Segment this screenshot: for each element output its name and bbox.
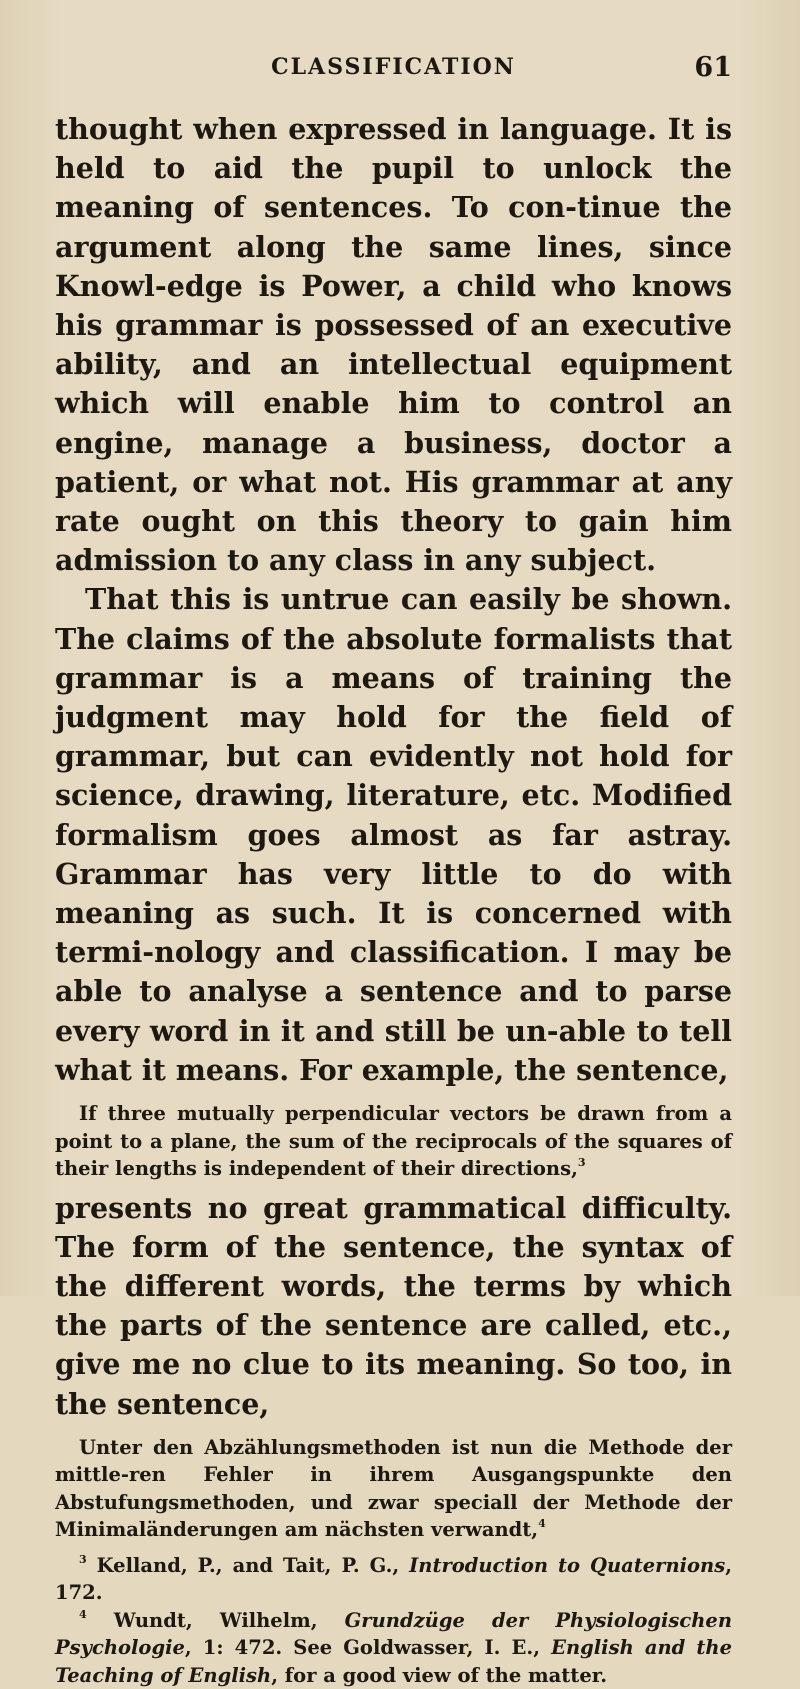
footnote-marker: 3 <box>79 1552 87 1566</box>
quote-text <box>55 1434 732 1544</box>
footnote-ref-3[interactable]: 3 <box>577 1156 586 1170</box>
block-quote-german <box>55 1434 732 1544</box>
footnote-text: Kelland, P., and Tait, P. G., <box>96 1553 410 1577</box>
running-header <box>55 50 732 90</box>
quote-text <box>55 1100 732 1183</box>
footnote-title: Grundzüge der Physiologischen Psychologie <box>55 1608 733 1660</box>
footnote-4 <box>55 1607 732 1689</box>
paragraph-continued: thought when expressed in language. It is held to aid the pupil to unlock the meaning of sentences. To con-tinue the argument along the same lines, since Knowl-edge is Power, a child who knows his grammar is possessed of an executive ability, and an intellectual equipment which will enable him to control an engine, manage a business, doctor a patient, or what not. His grammar at any rate ought on this theory to gain him admission to any class in any subject. <box>55 112 732 578</box>
footnote-text: Wundt, Wilhelm, <box>113 1608 345 1632</box>
footnote-text: , 1: 472. See Goldwasser, I. E., <box>184 1636 552 1660</box>
footnotes <box>55 1552 732 1689</box>
paragraph-untrue: That this is untrue can easily be shown. The claims of the absolute formalists that grammar is a means of training the judgment may hold for the field of grammar, but can evidently not hold for science, drawing, literature, etc. Modified formalism goes almost as far astray. Grammar has very little to do with meaning as such. It is concerned with termi-nology and classification. I may be able to analyse a sentence and to parse every word in it and still be un-able to tell what it means. For example, the sentence, <box>55 582 732 1087</box>
footnote-title: English and the Teaching of English <box>55 1636 732 1687</box>
quote-vectors-text: If three mutually perpendicular vectors be drawn from a point to a plane, the sum of the reciprocals of the squares of their lengths is independent of their directions, <box>55 1102 732 1181</box>
footnote-ref-4[interactable]: 4 <box>538 1517 546 1531</box>
page-body <box>55 110 732 1689</box>
quote-german-text: Unter den Abzählungsmethoden ist nun die Methode der mittle-ren Fehler in ihrem Ausgangspunkte den Abstufungsmethoden, und zwar speciall der Methode der Minimaländerungen am nächsten verwandt, <box>55 1435 732 1542</box>
footnote-marker: 4 <box>79 1607 87 1621</box>
paragraph-grammatical: presents no great grammatical difficulty. The form of the sentence, the syntax of the different words, the terms by which the parts of the sentence are called, etc., give me no clue to its meaning. So too, in the sentence, <box>55 1190 732 1421</box>
page-number: 61 <box>694 52 732 83</box>
footnote-title: Introduction to Quaternions <box>409 1553 726 1577</box>
footnote-text: , for a good view of the matter. <box>271 1663 607 1687</box>
running-title: CLASSIFICATION <box>271 54 516 80</box>
footnote-text: , 172. <box>55 1553 732 1605</box>
footnote-3 <box>55 1552 732 1607</box>
block-quote-vectors <box>55 1100 732 1183</box>
